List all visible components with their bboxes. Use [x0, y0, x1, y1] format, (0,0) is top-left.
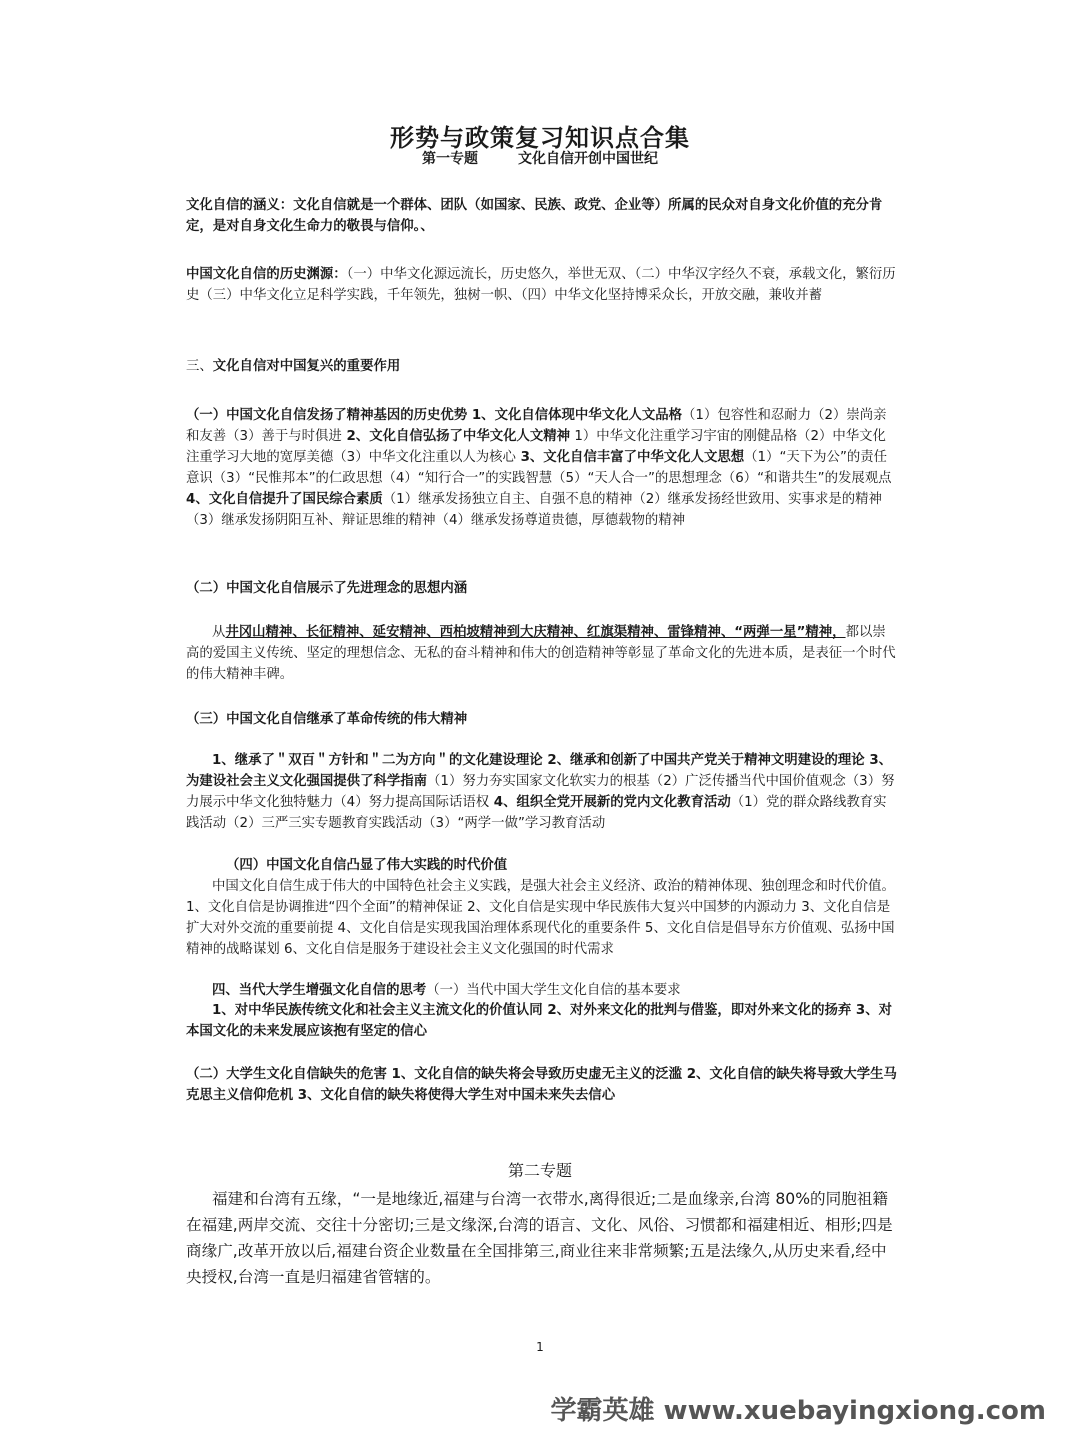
- topic-2-title: 第二专题: [507, 1161, 572, 1180]
- section-4-dangers: （二）大学生文化自信缺失的危害 1、文化自信的缺失将会导致历史虚无主义的泛滥 2、文化自信的缺失将导致大学生马克思主义信仰危机 3、文化自信的缺失将使得大学生对中国未来失去信心: [186, 1067, 897, 1103]
- part-2-text: 都以崇高的爱国主义传统、坚定的理想信念、无私的奋斗精神和伟大的创造精神等彰显了革命文化的先进本质，是表征一个时代的伟大精神丰碑。: [186, 625, 896, 682]
- part-1-paragraph: [186, 405, 898, 531]
- document-title: 形势与政策复习知识点合集: [390, 124, 690, 152]
- part-3-text-1: （1）努力夯实国家文化软实力的根基（2）广泛传播当代中国价值观念（3）努力展示中华文化独特魅力（4）努力提高国际话语权: [186, 774, 895, 810]
- part-2-lead: 从: [212, 625, 226, 640]
- part-3-bold-1: 1、继承了＂双百＂方针和＂二为方向＂的文化建设理论 2、继承和创新了中国共产党关于精神文明建设的理论 3、为建设社会主义文化强国提供了科学指南: [186, 753, 893, 789]
- part-1-heading: （一）中国文化自信发扬了精神基因的历史优势 1、文化自信体现中华文化人文品格: [186, 408, 683, 423]
- part-1-heading-4: 4、文化自信提升了国民综合素质: [186, 492, 383, 507]
- history-text: （一）中华文化源远流长，历史悠久，举世无双、（二）中华汉字经久不衰，承载文化，繁衍历史（三）中华文化立足科学实践，千年领先，独树一帜、（四）中华文化坚持博采众长，开放交融，兼收并蓄: [186, 267, 896, 303]
- section-3-title: 文化自信对中国复兴的重要作用: [212, 359, 401, 374]
- part-2-heading: （二）中国文化自信展示了先进理念的思想内涵: [186, 581, 468, 596]
- part-4-heading: （四）中国文化自信凸显了伟大实践的时代价值: [226, 858, 508, 873]
- section-4-requirements: 1、对中华民族传统文化和社会主义主流文化的价值认同 2、对外来文化的批判与借鉴，即对外来文化的扬弃 3、对本国文化的未来发展应该抱有坚定的信心: [186, 1003, 893, 1039]
- section-4-heading: 四、当代大学生增强文化自信的思考: [212, 983, 427, 998]
- part-3-bold-2: 4、组织全党开展新的党内文化教育活动: [489, 795, 731, 810]
- part-1-text-2: 1）中华文化注重学习宇宙的刚健品格（2）中华文化注重学习大地的宽厚美德（3）中华文化注重以人为核心: [186, 429, 886, 465]
- history-label: 中国文化自信的历史渊源：: [186, 267, 347, 282]
- section-3-heading: [186, 356, 898, 377]
- part-4-paragraph: [186, 876, 898, 960]
- subtitle-theme: 文化自信开创中国世纪: [518, 151, 658, 167]
- part-1-text-4: （1）继承发扬独立自主、自强不息的精神（2）继承发扬经世致用、实事求是的精神（3）继承发扬阴阳互补、辩证思维的精神（4）继承发扬尊道贵德，厚德载物的精神: [186, 492, 882, 528]
- section-4-subheading: （一）当代中国大学生文化自信的基本要求: [426, 983, 681, 998]
- topic-2-paragraph: 福建和台湾有五缘，“一是地缘近,福建与台湾一衣带水,离得很近;二是血缘亲,台湾 80%的同胞祖籍在福建,两岸交流、交往十分密切;三是文缘深,台湾的语言、文化、风俗、习惯都和福建相近、相形;四是商缘广,改革开放以后,福建台资企业数量在全国排第三,商业往来非常频繁;五是法缘久,从历史来看,经中央授权,台湾一直是归福建省管辖的。: [186, 1190, 893, 1286]
- part-3-paragraph: [186, 750, 898, 834]
- part-2-spirits-list: 井冈山精神、长征精神、延安精神、西柏坡精神到大庆精神、红旗渠精神、雷锋精神、“两弹一星”精神，: [225, 625, 846, 640]
- part-1-text-1: （1）包容性和忍耐力（2）崇尚亲和友善（3）善于与时俱进: [186, 408, 887, 444]
- subtitle-topic: 第一专题: [422, 151, 478, 167]
- part-1-text-3: （1）“天下为公”的责任意识（3）“民惟邦本”的仁政思想（4）“知行合一”的实践智慧（5）“天人合一”的思想理念（6）“和谐共生”的发展观点: [186, 450, 892, 486]
- section-4-heading-line: [186, 980, 898, 1001]
- history-paragraph: [186, 264, 898, 306]
- page-number: 1: [536, 1340, 544, 1354]
- part-1-heading-3: 3、文化自信丰富了中华文化人文思想: [515, 450, 745, 465]
- document-subtitle: [0, 148, 1080, 168]
- site-watermark: 学霸英雄 www.xuebayingxiong.com: [550, 1396, 1046, 1426]
- part-4-text: 1、文化自信是协调推进“四个全面”的精神保证 2、文化自信是实现中华民族伟大复兴中国梦的内源动力 3、文化自信是扩大对外交流的重要前提 4、文化自信是实现我国治理体系现代化的重要条件 5、文化自信是倡导东方价值观、弘扬中国精神的战略谋划 6、文化自信是服务于建设社会主义文化强国的时代需求: [186, 900, 895, 957]
- definition-label: 文化自信的涵义：: [186, 198, 294, 213]
- part-1-heading-2: 2、文化自信弘扬了中华文化人文精神: [341, 429, 571, 444]
- part-4-lead: 中国文化自信生成于伟大的中国特色社会主义实践，是强大社会主义经济、政治的精神体现、独创理念和时代价值。: [212, 879, 895, 894]
- definition-paragraph: [186, 195, 898, 237]
- section-3-prefix: 三、: [186, 359, 213, 374]
- part-3-text-2: （1）党的群众路线教育实践活动（2）三严三实专题教育实践活动（3）“两学一做”学习教育活动: [186, 795, 887, 831]
- part-2-paragraph: [186, 622, 898, 685]
- definition-text: 文化自信就是一个群体、团队（如国家、民族、政党、企业等）所属的民众对自身文化价值的充分肯定，是对自身文化生命力的敬畏与信仰。、: [186, 198, 883, 234]
- part-3-heading: （三）中国文化自信继承了革命传统的伟大精神: [186, 712, 468, 727]
